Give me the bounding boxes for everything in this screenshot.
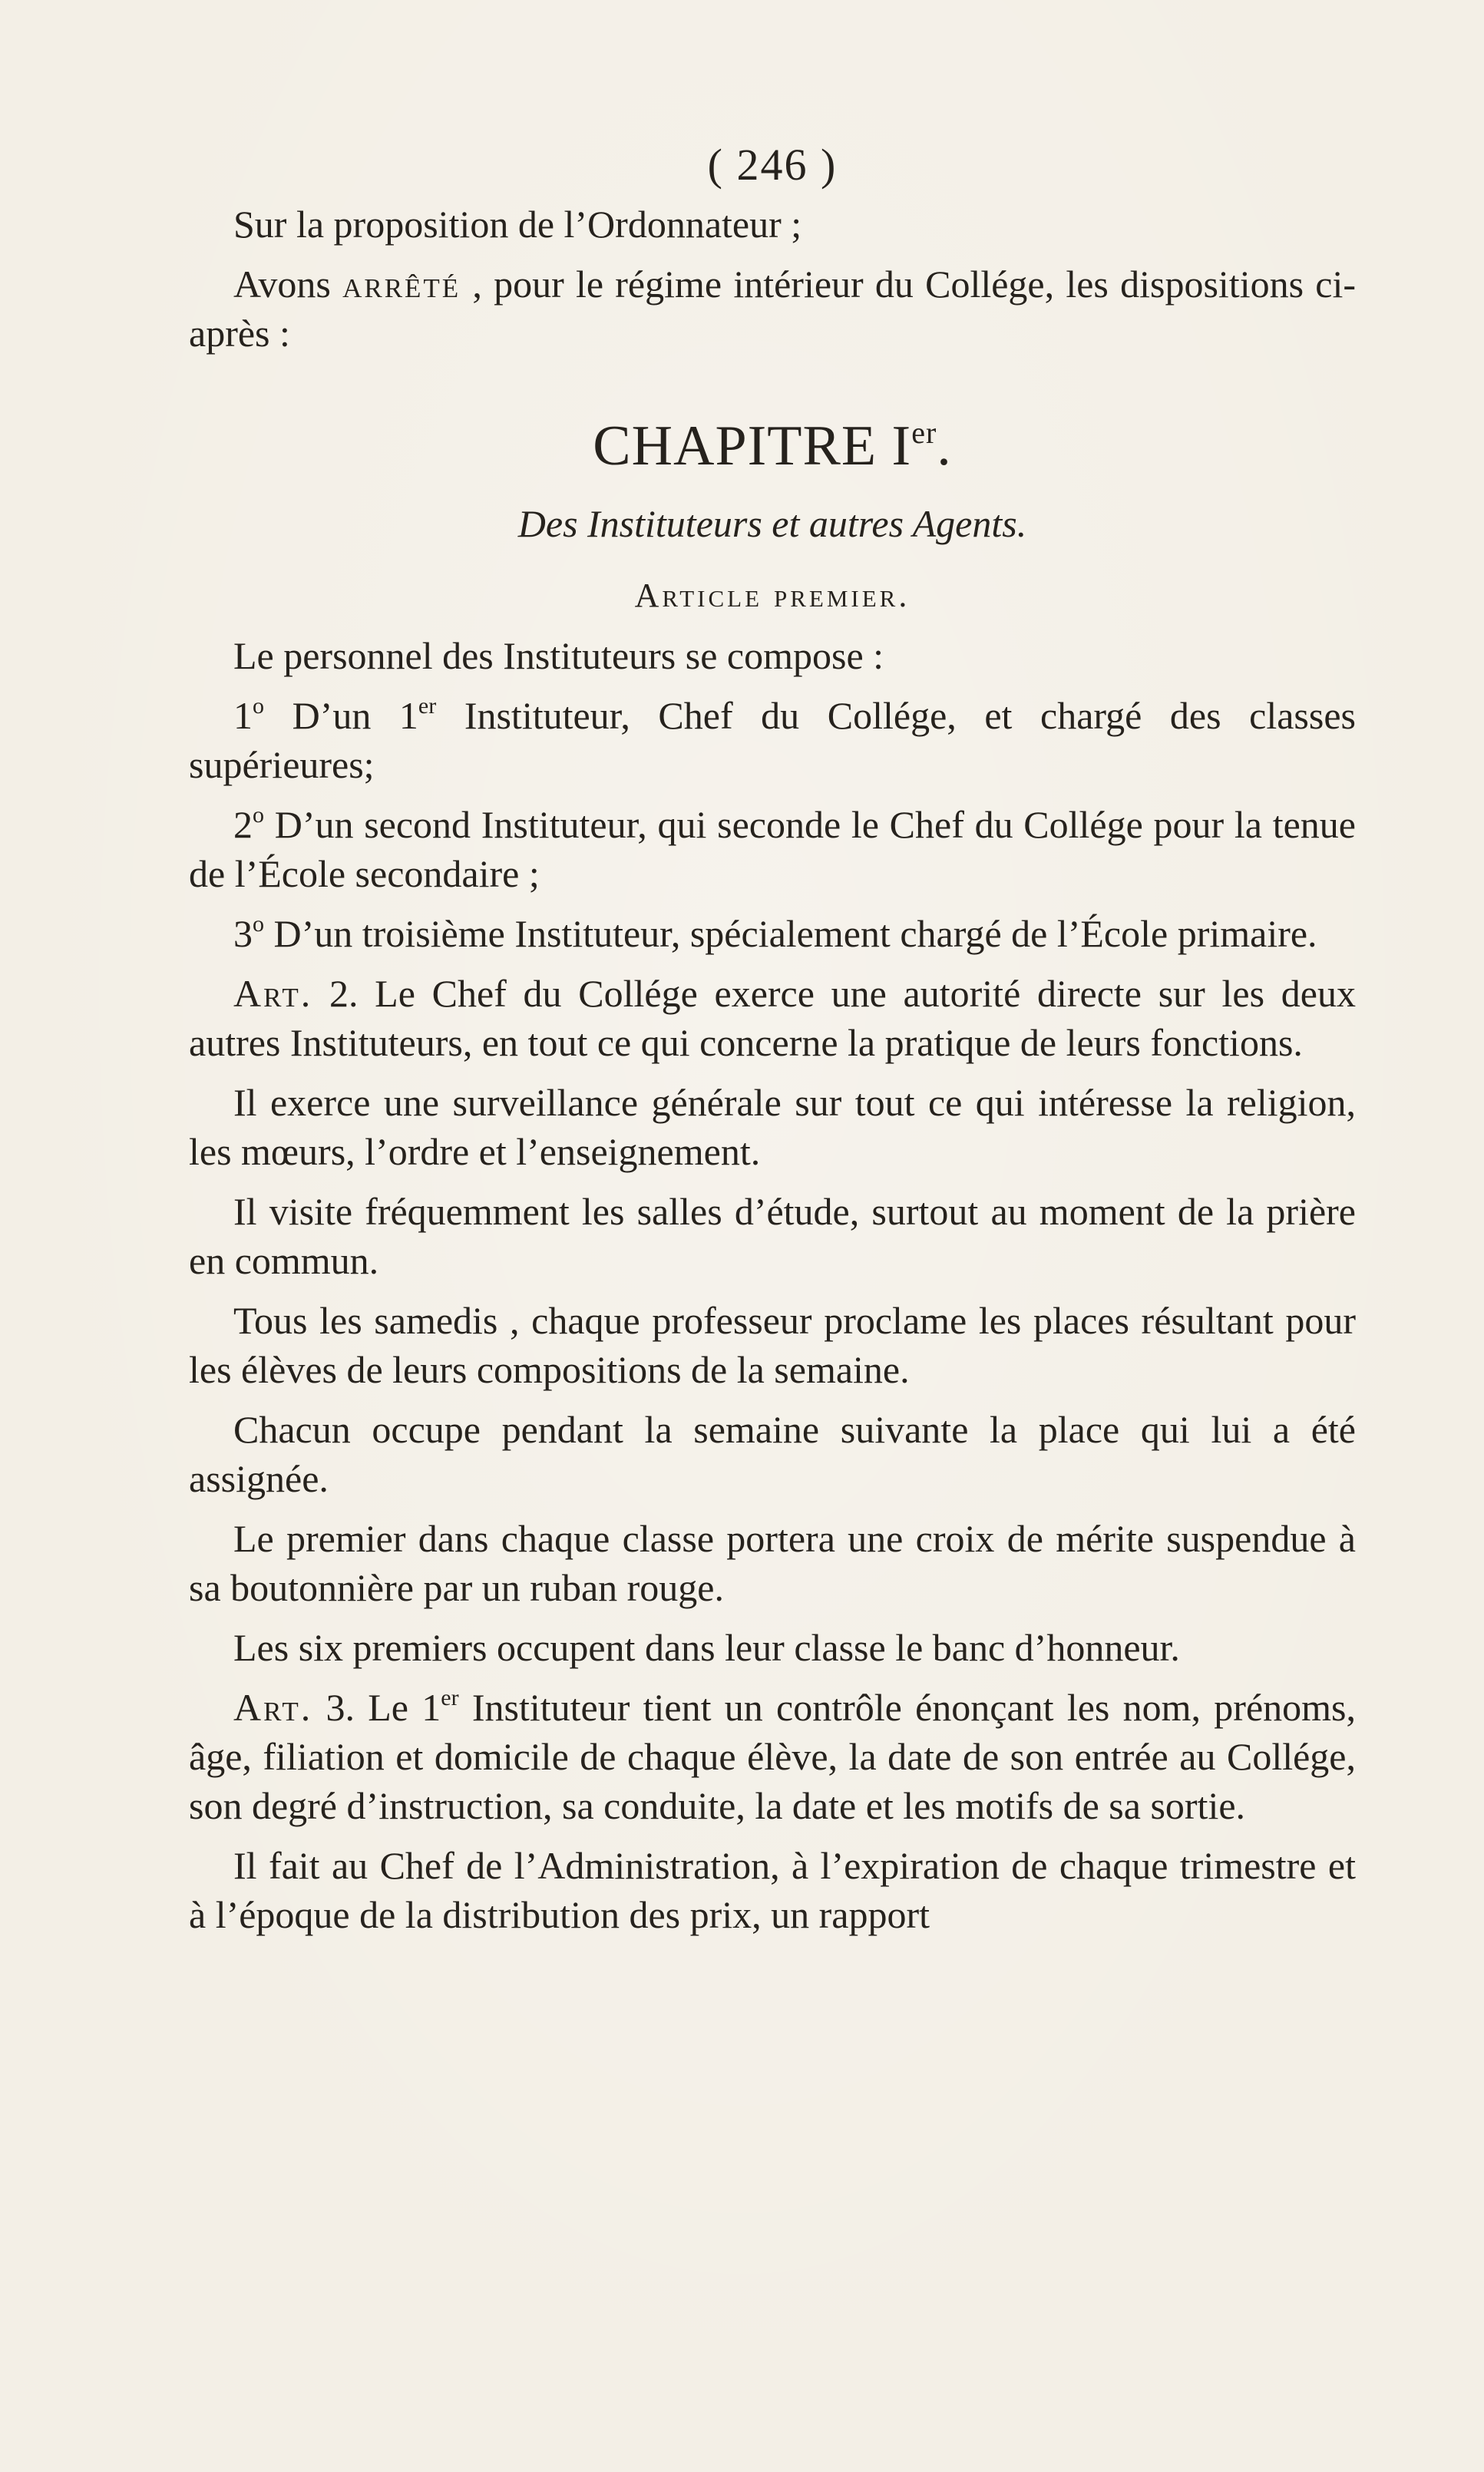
item1-sup2: er xyxy=(418,693,437,719)
avons-arrete-word: arrêté xyxy=(342,263,461,306)
item2-sup: o xyxy=(253,802,264,828)
article3-paragraph-2: Il fait au Chef de l’Administration, à l’expiration de chaque trimestre et à l’époque de la distribution des prix, un rapport xyxy=(189,1844,1356,1936)
item1-b: Instituteur, Chef du Collége, et chargé des classes supérieures; xyxy=(189,694,1356,786)
page-number: ( 246 ) xyxy=(707,140,838,190)
article3-b: Instituteur tient un contrôle énonçant les nom, prénoms, âge, filiation et domicile de chaque élève, la date de son entrée au Collége, son degré d’instruction, sa conduite, la date et les motifs de sa sortie. xyxy=(189,1686,1356,1827)
article2-paragraph-6: Le premier dans chaque classe portera une croix de mérite suspendue à sa boutonnière par un ruban rouge. xyxy=(189,1517,1356,1609)
item3-num: 3 xyxy=(233,912,253,955)
chapter-title-text: CHAPITRE I xyxy=(593,415,912,478)
article2-paragraph-5: Chacun occupe pendant la semaine suivante la place qui lui a été assignée. xyxy=(189,1408,1356,1500)
chapter-title-sup: er xyxy=(911,415,937,450)
chapter-subtitle: Des Instituteurs et autres Agents. xyxy=(517,502,1027,545)
article-premier-heading: Article premier. xyxy=(634,577,911,614)
avons-pre: Avons xyxy=(233,263,343,306)
chapter-title xyxy=(189,411,1356,481)
article1-item-1 xyxy=(189,691,1356,789)
article3-label: Art. xyxy=(233,1686,313,1729)
article2-paragraph-7: Les six premiers occupent dans leur classe le banc d’honneur. xyxy=(233,1626,1180,1669)
avons-arrete-paragraph xyxy=(189,259,1356,358)
article2-paragraph-4: Tous les samedis , chaque professeur proclame les places résultant pour les élèves de leurs compositions de la semaine. xyxy=(189,1299,1356,1391)
article1-lead: Le personnel des Instituteurs se compose : xyxy=(233,634,884,677)
item2-num: 2 xyxy=(233,803,253,846)
avons-post: , pour le régime intérieur du Collége, les dispositions ci-après : xyxy=(189,263,1356,355)
item1-num: 1 xyxy=(233,694,253,737)
article2-label: Art. xyxy=(233,972,313,1015)
item1-sup: o xyxy=(253,693,264,719)
item1-a: D’un 1 xyxy=(264,694,418,737)
article3-a: 3. Le 1 xyxy=(312,1686,441,1729)
chapter-title-end: . xyxy=(937,415,952,478)
article1-item-3 xyxy=(189,909,1356,958)
item2-text: D’un second Instituteur, qui seconde le Chef du Collége pour la tenue de l’École secondaire ; xyxy=(189,803,1356,895)
article2-text: 2. Le Chef du Collége exerce une autorité directe sur les deux autres Instituteurs, en tout ce qui concerne la pratique de leurs fonctions. xyxy=(189,972,1356,1064)
item3-sup: o xyxy=(253,911,264,937)
article2-paragraph-2: Il exerce une surveillance générale sur tout ce qui intéresse la religion, les mœurs, l’ordre et l’enseignement. xyxy=(189,1081,1356,1173)
intro-text: Sur la proposition de l’Ordonnateur ; xyxy=(233,203,802,246)
article2-paragraph xyxy=(189,969,1356,1067)
article2-paragraph-3: Il visite fréquemment les salles d’étude, surtout au moment de la prière en commun. xyxy=(189,1190,1356,1282)
item3-text: D’un troisième Instituteur, spécialement chargé de l’École primaire. xyxy=(264,912,1317,955)
text-column xyxy=(189,131,1356,1939)
article1-item-2 xyxy=(189,800,1356,898)
article3-paragraph xyxy=(189,1683,1356,1830)
intro-line xyxy=(189,200,1356,249)
article3-sup: er xyxy=(441,1685,459,1710)
